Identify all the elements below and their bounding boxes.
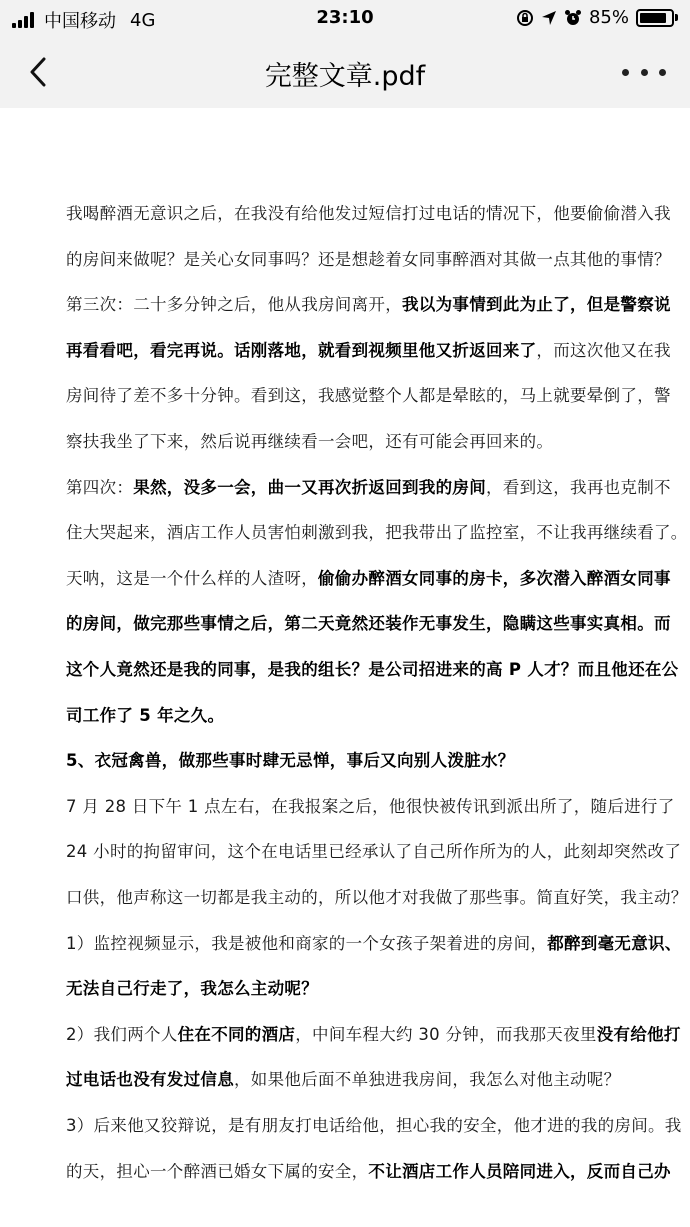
status-bar xyxy=(0,0,690,36)
bold-text-run: 住在不同的酒店 xyxy=(177,1024,296,1044)
navigation-bar xyxy=(0,36,690,108)
text-run: 3）后来他又狡辩说，是有朋友打电话给他，担心我的安全，他才进的我的房间。我 xyxy=(66,1116,682,1135)
text-run: 口供，他声称这一切都是我主动的，所以他才对我做了那些事。简直好笑，我主动？ xyxy=(66,888,688,907)
location-arrow-icon xyxy=(541,10,557,26)
text-line xyxy=(66,793,675,817)
text-line xyxy=(66,1066,620,1090)
bold-text-run: 这个人竟然还是我的同事，是我的组长？是公司招进来的高 P 人才？而且他还在公 xyxy=(66,660,679,679)
text-line xyxy=(66,474,671,498)
bold-text-run: 不让酒店工作人员陪同进入，反而自己办 xyxy=(368,1161,671,1181)
text-line xyxy=(66,975,318,999)
text-line xyxy=(66,747,515,771)
bold-text-run: 我以为事情到此为止了，但是警察说 xyxy=(402,295,671,315)
more-options-button[interactable] xyxy=(622,58,666,86)
text-run: 2）我们两个人 xyxy=(66,1024,178,1044)
text-line xyxy=(66,930,682,954)
bold-text-run: 果然，没多一会，曲一又再次折返回到我的房间 xyxy=(133,477,487,497)
text-run: 察扶我坐了下来，然后说再继续看一会吧，还有可能会再回来的。 xyxy=(66,432,554,451)
bold-text-run: 司工作了 5 年之久。 xyxy=(66,705,225,725)
text-line xyxy=(66,246,671,270)
more-dot-icon xyxy=(659,69,666,76)
clock: 23:10 xyxy=(316,7,374,28)
text-line xyxy=(66,291,671,315)
text-line xyxy=(66,1021,681,1045)
text-line xyxy=(66,656,678,680)
text-run: 24 小时的拘留审问，这个在电话里已经承认了自己所作所为的人，此刻却突然改了 xyxy=(66,842,682,862)
text-line xyxy=(66,610,671,634)
orientation-lock-icon xyxy=(516,9,534,27)
pdf-document-page[interactable] xyxy=(0,108,690,1227)
bold-text-run: 再看看吧，看完再说。话刚落地，就看到视频里他又折返回来了 xyxy=(66,340,537,360)
network-type: 4G xyxy=(130,9,156,31)
bold-text-run: 的房间，做完那些事情之后，第二天竟然还装作无事发生，隐瞒这些事实真相。而 xyxy=(66,614,671,634)
text-line xyxy=(66,1112,682,1136)
text-line xyxy=(66,200,671,224)
bold-text-run: 过电话也没有发过信息 xyxy=(66,1070,234,1090)
text-line xyxy=(66,1158,671,1182)
text-run: 7 月 28 日下午 1 点左右，在我报案之后，他很快被传讯到派出所了，随后进行了 xyxy=(66,796,675,816)
document-title: 完整文章.pdf xyxy=(264,61,426,92)
bold-text-run: 没有给他打 xyxy=(596,1024,681,1044)
bold-text-run: 无法自己行走了，我怎么主动呢？ xyxy=(66,979,318,999)
text-run: 天呐，这是一个什么样的人渣呀， xyxy=(66,568,318,588)
bold-text-run: 偷偷办醉酒女同事的房卡，多次潜入醉酒女同事 xyxy=(318,568,671,588)
more-dot-icon xyxy=(641,69,648,76)
alarm-clock-icon xyxy=(564,9,582,27)
status-right xyxy=(516,7,678,28)
text-line xyxy=(66,382,671,406)
text-run: ，中间车程大约 30 分钟，而我那天夜里 xyxy=(295,1024,597,1044)
text-run: 1）监控视频显示，我是被他和商家的一个女孩子架着进的房间， xyxy=(66,933,548,953)
bold-text-run: 5、衣冠禽兽，做那些事时肆无忌惮，事后又向别人泼脏水？ xyxy=(66,751,515,771)
carrier-name: 中国移动 xyxy=(44,11,116,32)
text-run: ，如果他后面不单独进我房间，我怎么对他主动呢？ xyxy=(234,1070,621,1090)
text-run: 的房间来做呢？是关心女同事吗？还是想趁着女同事醉酒对其做一点其他的事情？ xyxy=(66,249,671,269)
bold-text-run: 都醉到毫无意识、 xyxy=(547,933,682,953)
text-run: ，而这次他又在我 xyxy=(536,340,671,360)
text-line xyxy=(66,337,671,361)
text-line xyxy=(66,884,688,908)
battery-icon xyxy=(636,9,678,27)
text-run: 第四次： xyxy=(66,477,134,497)
text-line xyxy=(66,519,688,543)
text-run: ，看到这，我再也克制不 xyxy=(486,477,671,497)
more-dot-icon xyxy=(622,69,629,76)
text-run: 住大哭起来，酒店工作人员害怕刺激到我，把我带出了监控室，不让我再继续看了。 xyxy=(66,523,688,543)
text-run: 的天，担心一个醉酒已婚女下属的安全， xyxy=(66,1161,369,1181)
text-line xyxy=(66,428,553,452)
text-line xyxy=(66,565,671,589)
text-run: 房间待了差不多十分钟。看到这，我感觉整个人都是晕眩的，马上就要晕倒了，警 xyxy=(66,386,671,406)
text-line xyxy=(66,702,224,726)
text-run: 第三次：二十多分钟之后，他从我房间离开， xyxy=(66,295,402,315)
text-line xyxy=(66,838,681,862)
text-run: 我喝醉酒无意识之后，在我没有给他发过短信打过电话的情况下，他要偷偷潜入我 xyxy=(66,204,671,223)
battery-percent: 85% xyxy=(588,7,629,28)
